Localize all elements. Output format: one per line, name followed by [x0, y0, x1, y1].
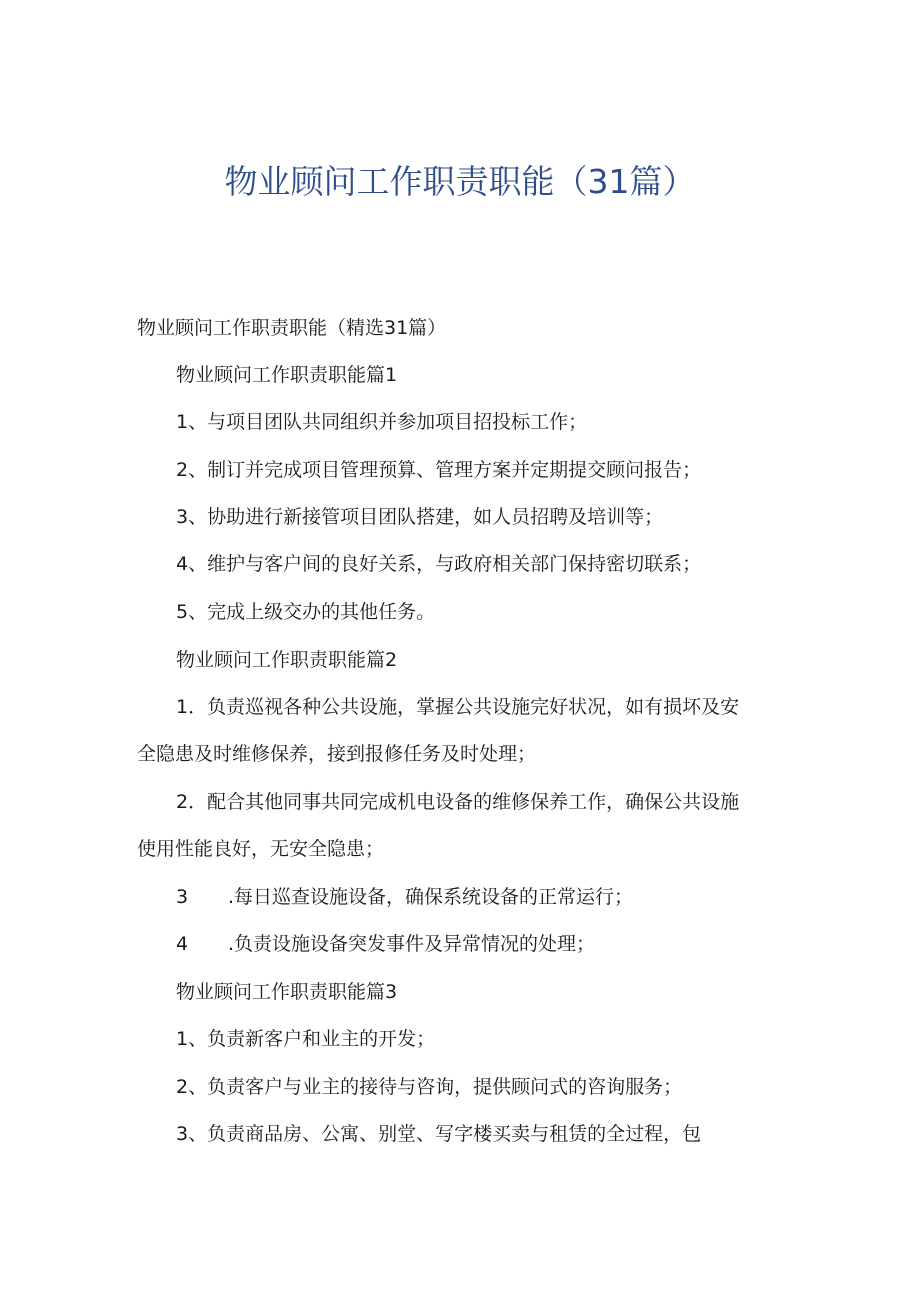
list-item-line2: 全隐患及时维修保养，接到报修任务及时处理； — [137, 743, 537, 765]
list-item: 3、协助进行新接管项目团队搭建，如人员招聘及培训等； — [176, 506, 664, 528]
list-item: 5、完成上级交办的其他任务。 — [176, 601, 436, 623]
list-item-line1: 2．配合其他同事共同完成机电设备的维修保养工作，确保公共设施 — [176, 791, 740, 813]
list-item: 3、负责商品房、公寓、别堂、写字楼买卖与租赁的全过程，包 — [176, 1123, 702, 1145]
list-item-text: .负责设施设备突发事件及异常情况的处理； — [228, 933, 596, 955]
list-item: 4、维护与客户间的良好关系，与政府相关部门保持密切联系； — [176, 553, 702, 575]
list-item: 2、制订并完成项目管理预算、管理方案并定期提交顾问报告； — [176, 459, 702, 481]
section-heading: 物业顾问工作职责职能篇3 — [176, 981, 398, 1003]
list-item-number: 4 — [176, 933, 189, 955]
intro-line: 物业顾问工作职责职能（精选31篇） — [137, 317, 447, 339]
list-item: 1、负责新客户和业主的开发； — [176, 1028, 436, 1050]
document-title: 物业顾问工作职责职能（31篇） — [224, 162, 696, 201]
section-heading: 物业顾问工作职责职能篇2 — [176, 649, 398, 671]
list-item: 1、与项目团队共同组织并参加项目招投标工作； — [176, 411, 588, 433]
list-item: 2、负责客户与业主的接待与咨询，提供顾问式的咨询服务； — [176, 1076, 683, 1098]
list-item-text: .每日巡查设施设备，确保系统设备的正常运行； — [228, 886, 634, 908]
list-item-line1: 1．负责巡视各种公共设施，掌握公共设施完好状况，如有损坏及安 — [176, 696, 740, 718]
list-item-number: 3 — [176, 886, 189, 908]
list-item — [176, 930, 595, 958]
list-item — [176, 883, 633, 911]
list-item-line2: 使用性能良好，无安全隐患； — [137, 838, 385, 860]
section-heading: 物业顾问工作职责职能篇1 — [176, 364, 398, 386]
